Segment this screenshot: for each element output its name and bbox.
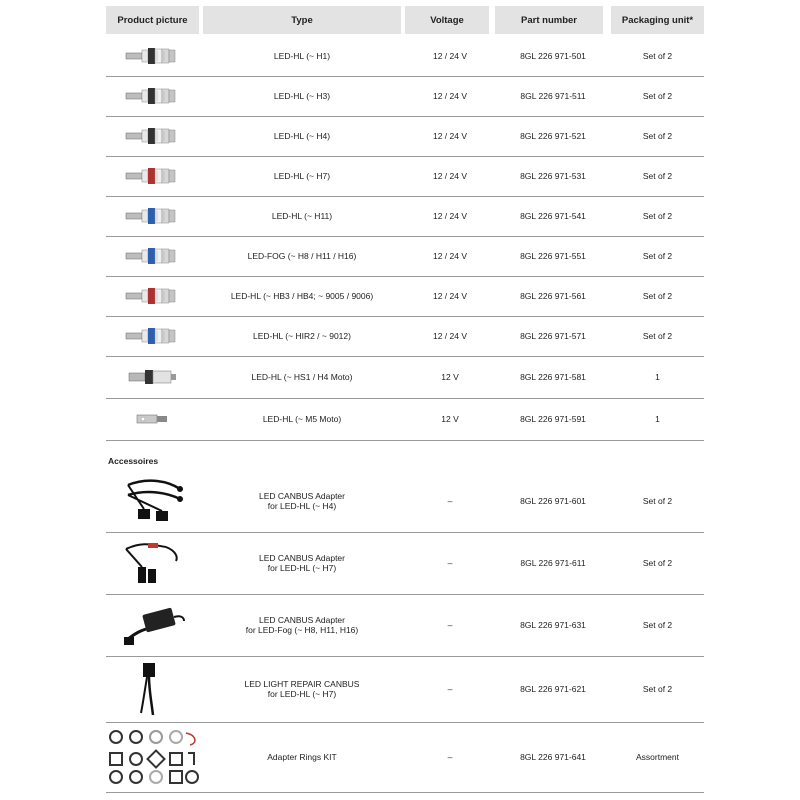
part-number-cell: 8GL 226 971-581: [520, 372, 586, 382]
voltage-cell: 12 V: [441, 414, 459, 424]
header-voltage: Voltage: [405, 6, 489, 34]
table-row: [106, 156, 704, 197]
packaging-unit-cell: Set of 2: [642, 558, 673, 568]
product-picture: [106, 156, 199, 196]
packaging-unit-cell: Set of 2: [642, 211, 673, 221]
part-number-cell: 8GL 226 971-641: [520, 752, 586, 762]
type-cell: LED-HL (~ H7): [273, 171, 331, 181]
voltage-cell: –: [447, 496, 453, 506]
product-picture: [106, 532, 199, 594]
type-cell: LED-HL (~ HIR2 / ~ 9012): [253, 331, 351, 341]
led-bulb-h11-icon: [124, 205, 182, 227]
voltage-cell: –: [447, 752, 453, 762]
voltage-cell: 12 / 24 V: [432, 91, 468, 101]
packaging-unit-cell: Set of 2: [642, 251, 673, 261]
product-picture: [106, 276, 199, 316]
product-picture: [106, 594, 199, 656]
table-row: [106, 116, 704, 157]
table-row: [106, 196, 704, 237]
product-picture: [106, 236, 199, 276]
header-type: Type: [203, 6, 401, 34]
type-cell: LED-HL (~ HS1 / H4 Moto): [251, 372, 353, 382]
led-bulb-hir2-icon: [124, 325, 182, 347]
table-row: [106, 236, 704, 277]
packaging-unit-cell: 1: [655, 414, 660, 424]
canbus-cable-h4-icon: [118, 475, 188, 527]
part-number-cell: 8GL 226 971-551: [520, 251, 586, 261]
voltage-cell: 12 / 24 V: [432, 51, 468, 61]
packaging-unit-cell: Assortment: [636, 752, 679, 762]
led-bulb-hb3-icon: [124, 285, 182, 307]
packaging-unit-cell: Set of 2: [642, 171, 673, 181]
voltage-cell: 12 / 24 V: [432, 171, 468, 181]
type-cell: LED CANBUS Adapter for LED-Fog (~ H8, H11, H16): [245, 615, 359, 635]
type-cell: LED-HL (~ H11): [271, 211, 333, 221]
table-row: [106, 656, 704, 723]
table-row: [106, 532, 704, 595]
product-picture: [106, 356, 199, 398]
voltage-cell: 12 / 24 V: [432, 131, 468, 141]
product-picture: [106, 196, 199, 236]
product-picture: [106, 722, 199, 792]
packaging-unit-cell: 1: [655, 372, 660, 382]
packaging-unit-cell: Set of 2: [642, 91, 673, 101]
canbus-box-fog-icon: [118, 599, 188, 651]
header-packaging-unit: Packaging unit*: [611, 6, 704, 34]
product-picture: [106, 316, 199, 356]
table-row: [106, 722, 704, 793]
part-number-cell: 8GL 226 971-521: [520, 131, 586, 141]
table-row: [106, 398, 704, 441]
voltage-cell: 12 / 24 V: [432, 331, 468, 341]
product-picture: [106, 36, 199, 76]
product-picture: [106, 398, 199, 440]
part-number-cell: 8GL 226 971-621: [520, 684, 586, 694]
packaging-unit-cell: Set of 2: [642, 291, 673, 301]
header-product-picture: Product picture: [106, 6, 199, 34]
part-number-cell: 8GL 226 971-531: [520, 171, 586, 181]
part-number-cell: 8GL 226 971-511: [520, 91, 586, 101]
voltage-cell: –: [447, 684, 453, 694]
part-number-cell: 8GL 226 971-501: [520, 51, 586, 61]
part-number-cell: 8GL 226 971-541: [520, 211, 586, 221]
packaging-unit-cell: Set of 2: [642, 684, 673, 694]
type-cell: LED CANBUS Adapter for LED-HL (~ H4): [259, 491, 345, 511]
type-cell: LED-HL (~ H3): [273, 91, 331, 101]
product-picture: [106, 76, 199, 116]
led-bulb-m5-icon: [133, 410, 173, 428]
led-bulb-h7-icon: [124, 165, 182, 187]
part-number-cell: 8GL 226 971-601: [520, 496, 586, 506]
product-picture: [106, 470, 199, 532]
part-number-cell: 8GL 226 971-561: [520, 291, 586, 301]
table-row: [106, 356, 704, 399]
part-number-cell: 8GL 226 971-611: [520, 558, 586, 568]
led-bulb-h4-icon: [124, 125, 182, 147]
accessories-heading: Accessoires: [108, 456, 159, 466]
led-fog-bulb-icon: [124, 245, 182, 267]
table-row: [106, 36, 704, 77]
table-row: [106, 470, 704, 533]
part-number-cell: 8GL 226 971-631: [520, 620, 586, 630]
packaging-unit-cell: Set of 2: [642, 331, 673, 341]
packaging-unit-cell: Set of 2: [642, 131, 673, 141]
type-cell: LED-HL (~ HB3 / HB4; ~ 9005 / 9006): [230, 291, 374, 301]
repair-canbus-icon: [133, 659, 173, 719]
voltage-cell: 12 / 24 V: [432, 291, 468, 301]
voltage-cell: –: [447, 558, 453, 568]
table-row: [106, 276, 704, 317]
led-bulb-hs1-icon: [127, 366, 179, 388]
product-picture: [106, 656, 199, 722]
type-cell: Adapter Rings KIT: [267, 752, 337, 762]
part-number-cell: 8GL 226 971-591: [520, 414, 586, 424]
type-cell: LED CANBUS Adapter for LED-HL (~ H7): [259, 553, 345, 573]
table-row: [106, 316, 704, 357]
type-cell: LED-FOG (~ H8 / H11 / H16): [247, 251, 357, 261]
packaging-unit-cell: Set of 2: [642, 51, 673, 61]
type-cell: LED-HL (~ M5 Moto): [262, 414, 342, 424]
type-cell: LED-HL (~ H1): [273, 51, 331, 61]
led-bulb-h3-icon: [124, 85, 182, 107]
voltage-cell: 12 / 24 V: [432, 251, 468, 261]
led-bulb-h1-icon: [124, 45, 182, 67]
type-cell: LED-HL (~ H4): [273, 131, 331, 141]
product-picture: [106, 116, 199, 156]
adapter-rings-kit-icon: [106, 727, 200, 787]
voltage-cell: 12 V: [441, 372, 459, 382]
voltage-cell: –: [447, 620, 453, 630]
part-number-cell: 8GL 226 971-571: [520, 331, 586, 341]
table-row: [106, 76, 704, 117]
packaging-unit-cell: Set of 2: [642, 496, 673, 506]
type-cell: LED LIGHT REPAIR CANBUS for LED-HL (~ H7): [244, 679, 360, 699]
packaging-unit-cell: Set of 2: [642, 620, 673, 630]
header-part-number: Part number: [495, 6, 603, 34]
table-row: [106, 594, 704, 657]
canbus-cable-h7-icon: [118, 537, 188, 589]
voltage-cell: 12 / 24 V: [432, 211, 468, 221]
